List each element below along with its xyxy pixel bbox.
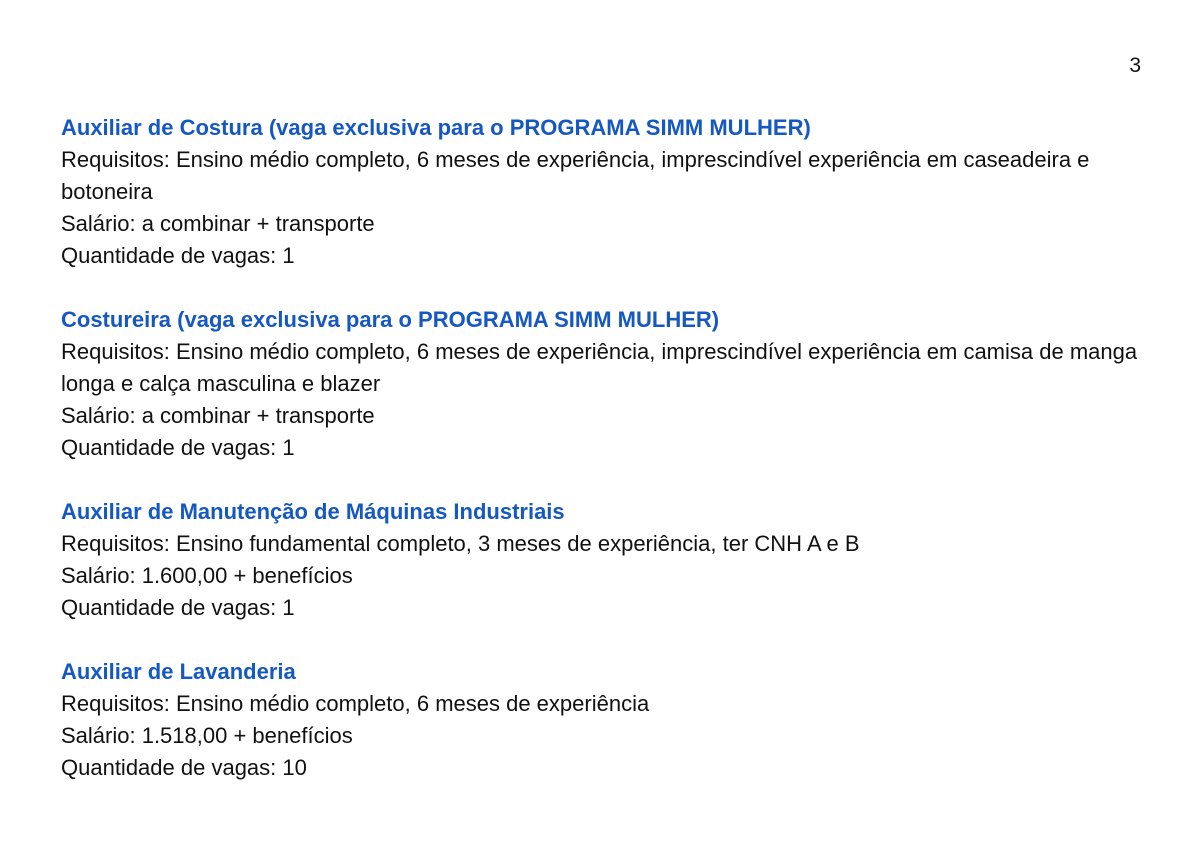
job-requirements: Requisitos: Ensino fundamental completo, 3 meses de experiência, ter CNH A e B	[61, 531, 860, 556]
job-title: Auxiliar de Manutenção de Máquinas Industriais	[61, 499, 565, 524]
job-listing-auxiliar-costura	[61, 112, 1151, 272]
job-openings: Quantidade de vagas: 10	[61, 755, 307, 780]
job-salary: Salário: a combinar + transporte	[61, 211, 375, 236]
job-salary: Salário: 1.600,00 + benefícios	[61, 563, 353, 588]
job-title: Auxiliar de Costura (vaga exclusiva para o PROGRAMA SIMM MULHER)	[61, 115, 811, 140]
job-openings: Quantidade de vagas: 1	[61, 435, 295, 460]
job-title: Costureira (vaga exclusiva para o PROGRAMA SIMM MULHER)	[61, 307, 720, 332]
job-listings	[61, 112, 1151, 816]
job-requirements: Requisitos: Ensino médio completo, 6 meses de experiência, imprescindível experiência em camisa de manga longa e calça masculina e blazer	[61, 339, 1138, 396]
job-listing-auxiliar-lavanderia	[61, 656, 1151, 784]
job-requirements: Requisitos: Ensino médio completo, 6 meses de experiência, imprescindível experiência em caseadeira e botoneira	[61, 147, 1090, 204]
job-openings: Quantidade de vagas: 1	[61, 243, 295, 268]
job-listing-costureira	[61, 304, 1151, 464]
job-title: Auxiliar de Lavanderia	[61, 659, 296, 684]
page-number: 3	[1129, 54, 1141, 77]
job-listing-auxiliar-manutencao	[61, 496, 1151, 624]
job-openings: Quantidade de vagas: 1	[61, 595, 295, 620]
job-salary: Salário: 1.518,00 + benefícios	[61, 723, 353, 748]
job-salary: Salário: a combinar + transporte	[61, 403, 375, 428]
job-requirements: Requisitos: Ensino médio completo, 6 meses de experiência	[61, 691, 650, 716]
